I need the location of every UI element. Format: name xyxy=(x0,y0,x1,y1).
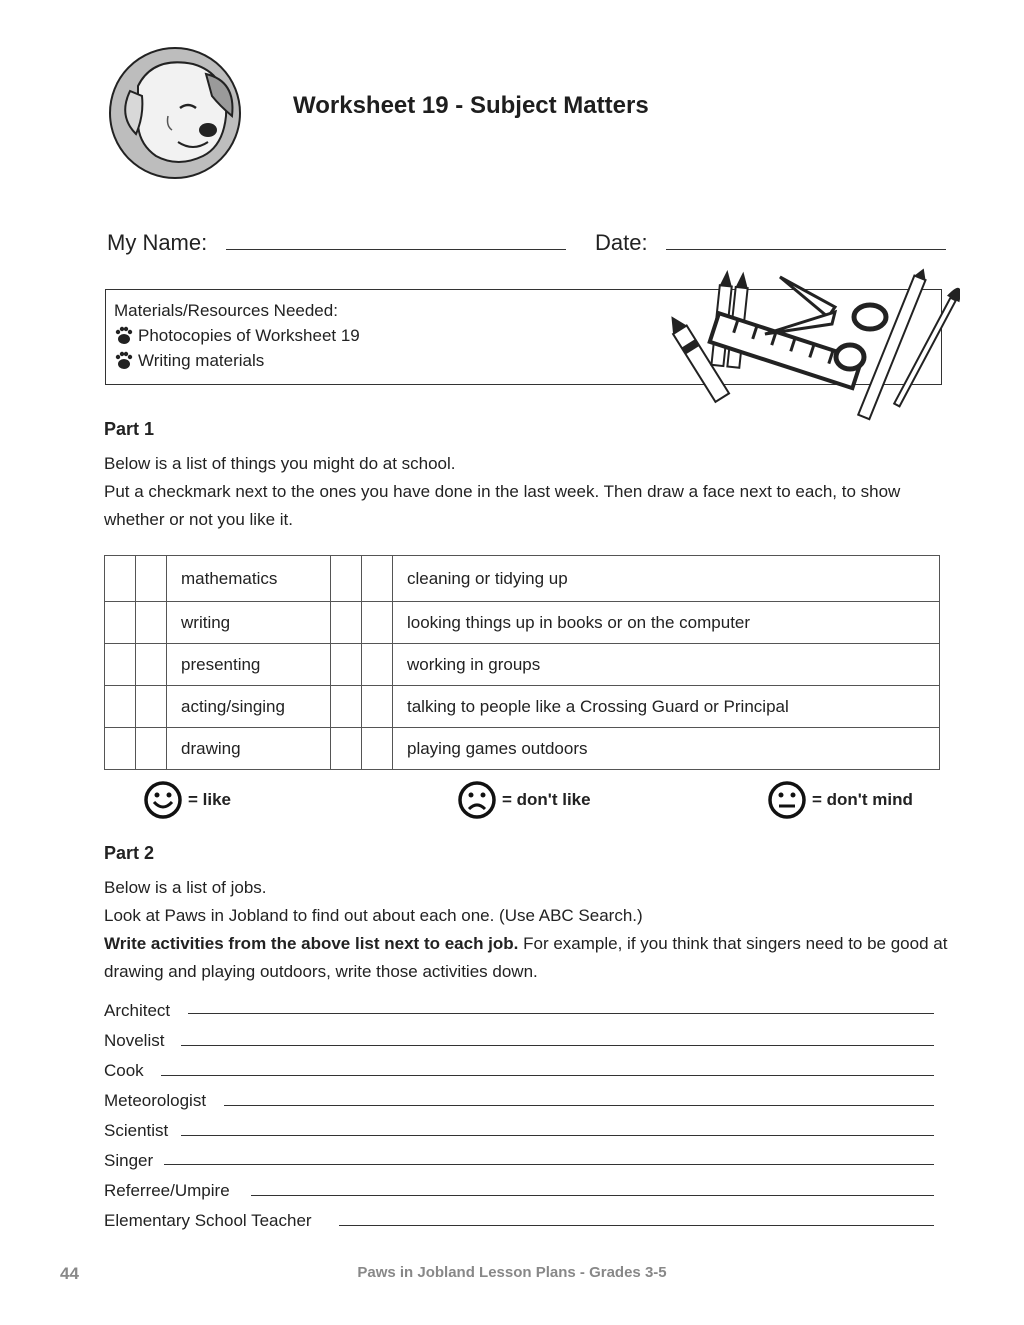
job-answer-line[interactable] xyxy=(181,1045,934,1046)
face-box[interactable] xyxy=(136,556,167,602)
part1-heading: Part 1 xyxy=(104,419,155,439)
check-box[interactable] xyxy=(105,644,136,686)
part1-instructions: Put a checkmark next to the ones you have done in the last week. Then draw a face next to each, to show whether or not you like it. xyxy=(104,482,901,529)
job-label: Meteorologist xyxy=(104,1091,207,1110)
materials-item xyxy=(114,326,360,346)
job-answer-line[interactable] xyxy=(251,1195,934,1196)
part2-instructions xyxy=(104,930,954,986)
activity-cell: acting/singing xyxy=(167,686,331,728)
face-box[interactable] xyxy=(362,644,393,686)
job-label: Architect xyxy=(104,1001,171,1020)
check-box[interactable] xyxy=(105,602,136,644)
face-box[interactable] xyxy=(136,686,167,728)
neutral-face-icon xyxy=(768,781,806,819)
face-box[interactable] xyxy=(136,728,167,770)
job-label: Cook xyxy=(104,1061,144,1080)
materials-item xyxy=(114,351,264,371)
paw-bullet-icon xyxy=(114,326,134,346)
check-box[interactable] xyxy=(331,556,362,602)
paw-bullet-icon xyxy=(114,351,134,371)
part2-bold-instruction: Write activities from the above list next to each job. xyxy=(104,934,519,953)
part2-heading: Part 2 xyxy=(104,843,155,863)
table-row xyxy=(105,644,940,686)
table-row xyxy=(105,728,940,770)
smiley-face-icon xyxy=(144,781,182,819)
activity-cell: playing games outdoors xyxy=(393,728,940,770)
job-answer-line[interactable] xyxy=(181,1135,934,1136)
table-row xyxy=(105,602,940,644)
job-answer-line[interactable] xyxy=(188,1013,934,1014)
dog-mascot-icon xyxy=(108,46,242,180)
materials-item-label: Photocopies of Worksheet 19 xyxy=(138,326,360,345)
job-label: Singer xyxy=(104,1151,154,1170)
frowny-face-icon xyxy=(458,781,496,819)
part2-example: For example, if you think that singers need to be good at drawing and playing outdoors, write those activities down. xyxy=(104,934,948,981)
legend-dont-like xyxy=(458,781,591,819)
date-line[interactable] xyxy=(666,249,946,250)
job-label: Elementary School Teacher xyxy=(104,1211,312,1230)
check-box[interactable] xyxy=(331,602,362,644)
job-answer-line[interactable] xyxy=(339,1225,934,1226)
legend-dont-mind xyxy=(768,781,913,819)
face-box[interactable] xyxy=(362,728,393,770)
job-label: Referree/Umpire xyxy=(104,1181,230,1200)
name-label: My Name: xyxy=(107,230,208,255)
check-box[interactable] xyxy=(105,556,136,602)
job-answer-line[interactable] xyxy=(164,1164,934,1165)
legend-like-label: = like xyxy=(188,790,232,809)
worksheet-title: Worksheet 19 - Subject Matters xyxy=(293,92,649,119)
face-box[interactable] xyxy=(362,686,393,728)
name-line[interactable] xyxy=(226,249,566,250)
school-supplies-icon xyxy=(660,262,960,432)
activity-cell: looking things up in books or on the computer xyxy=(393,602,940,644)
face-box[interactable] xyxy=(136,644,167,686)
legend-dont-mind-label: = don't mind xyxy=(812,790,913,809)
face-box[interactable] xyxy=(362,602,393,644)
materials-item-label: Writing materials xyxy=(138,351,265,370)
activity-cell: writing xyxy=(167,602,331,644)
page-number: 44 xyxy=(60,1264,79,1283)
table-row xyxy=(105,556,940,602)
part2-intro: Below is a list of jobs. xyxy=(104,878,267,897)
table-row xyxy=(105,686,940,728)
activities-table xyxy=(104,555,940,770)
job-label: Novelist xyxy=(104,1031,165,1050)
face-box[interactable] xyxy=(136,602,167,644)
check-box[interactable] xyxy=(105,728,136,770)
part2-lookup: Look at Paws in Jobland to find out about each one. (Use ABC Search.) xyxy=(104,906,643,925)
activity-cell: working in groups xyxy=(393,644,940,686)
check-box[interactable] xyxy=(331,686,362,728)
footer-text: Paws in Jobland Lesson Plans - Grades 3-5 xyxy=(357,1264,667,1281)
date-label: Date: xyxy=(595,230,648,255)
legend-like xyxy=(144,781,231,819)
check-box[interactable] xyxy=(105,686,136,728)
face-box[interactable] xyxy=(362,556,393,602)
activity-cell: presenting xyxy=(167,644,331,686)
activity-cell: cleaning or tidying up xyxy=(393,556,940,602)
activity-cell: mathematics xyxy=(167,556,331,602)
activity-cell: talking to people like a Crossing Guard or Principal xyxy=(393,686,940,728)
part1-intro: Below is a list of things you might do at school. xyxy=(104,454,456,473)
check-box[interactable] xyxy=(331,644,362,686)
legend-dont-like-label: = don't like xyxy=(502,790,591,809)
materials-heading: Materials/Resources Needed: xyxy=(114,301,338,320)
job-answer-line[interactable] xyxy=(161,1075,934,1076)
job-answer-line[interactable] xyxy=(224,1105,934,1106)
activity-cell: drawing xyxy=(167,728,331,770)
job-label: Scientist xyxy=(104,1121,169,1140)
check-box[interactable] xyxy=(331,728,362,770)
